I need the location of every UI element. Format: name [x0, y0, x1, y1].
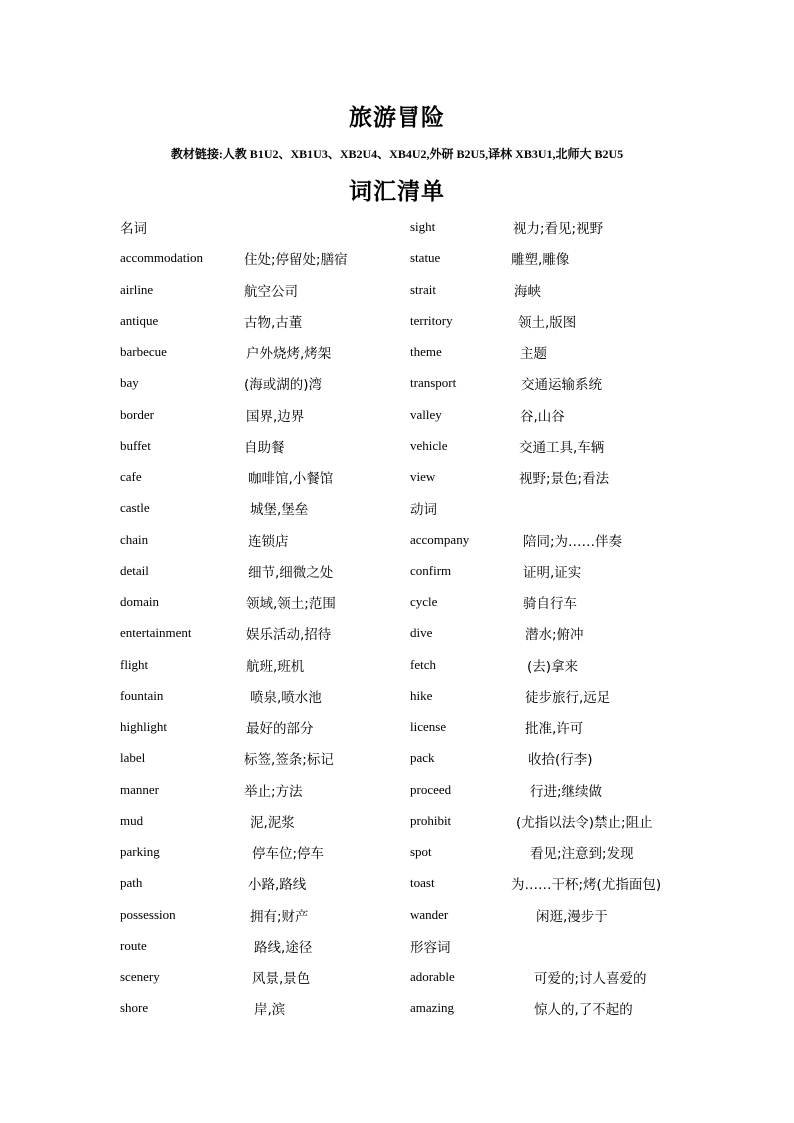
vocab-word: possession [120, 906, 176, 922]
vocab-row [120, 308, 410, 339]
vocab-meaning: 主题 [520, 346, 547, 362]
category-row [410, 933, 700, 964]
vocab-row [120, 245, 410, 276]
vocab-meaning: 停车位;停车 [252, 846, 325, 862]
vocab-meaning: 交通运输系统 [521, 377, 602, 394]
category-label: 名词 [120, 221, 147, 237]
vocab-word: cycle [410, 594, 438, 609]
vocab-row [410, 527, 700, 558]
vocab-row [120, 714, 410, 745]
vocab-word: sight [410, 219, 436, 234]
vocab-row [410, 402, 700, 433]
vocab-meaning: 泥,泥浆 [250, 814, 295, 831]
vocab-word: strait [410, 281, 436, 297]
vocab-row [410, 370, 700, 401]
vocab-word: prohibit [410, 812, 452, 828]
vocab-meaning: 路线,途径 [254, 939, 313, 956]
vocab-row [410, 808, 700, 839]
vocab-meaning: 收拾(行李) [528, 752, 593, 769]
vocab-word: border [120, 406, 154, 422]
vocab-meaning: 标签,签条;标记 [244, 752, 334, 769]
vocab-word: antique [120, 312, 159, 328]
category-row [120, 214, 410, 245]
vocab-meaning: 领土,版图 [518, 314, 577, 331]
vocab-word: dive [410, 625, 433, 641]
vocab-row [410, 433, 700, 464]
vocab-word: license [410, 719, 447, 734]
page-title: 旅游冒险 [349, 105, 445, 131]
vocab-word: buffet [120, 437, 151, 453]
vocab-row [410, 339, 700, 370]
vocab-row [120, 745, 410, 776]
vocab-meaning: 视野;景色;看法 [519, 471, 610, 487]
vocab-word: theme [410, 344, 442, 359]
vocab-meaning: 交通工具,车辆 [519, 439, 605, 456]
vocabulary-column-right [410, 214, 700, 1027]
vocab-row [120, 902, 410, 933]
vocab-word: path [120, 875, 143, 891]
vocab-row [120, 495, 410, 526]
vocab-meaning: 户外烧烤,烤架 [246, 346, 332, 362]
vocab-row [410, 714, 700, 745]
vocab-meaning: (去)拿来 [527, 658, 579, 675]
vocab-word: scenery [120, 969, 160, 984]
vocab-row [410, 620, 700, 651]
vocab-meaning: 航空公司 [244, 283, 298, 300]
vocab-row [410, 277, 700, 308]
vocab-word: fountain [120, 687, 164, 703]
vocab-row [410, 308, 700, 339]
vocab-row [410, 464, 700, 495]
vocab-word: manner [120, 781, 159, 797]
vocab-meaning: 咖啡馆,小餐馆 [248, 471, 334, 487]
vocab-row [410, 652, 700, 683]
vocab-word: airline [120, 281, 154, 297]
vocab-word: confirm [410, 562, 452, 578]
vocab-word: amazing [410, 1000, 455, 1016]
vocab-word: transport [410, 375, 457, 391]
vocab-row [120, 620, 410, 651]
vocab-meaning: 最好的部分 [246, 721, 314, 737]
vocab-meaning: 骑自行车 [523, 596, 577, 612]
vocab-meaning: 看见;注意到;发现 [530, 846, 634, 862]
vocab-meaning: 闲逛,漫步于 [536, 908, 608, 925]
vocab-meaning: 拥有;财产 [250, 908, 309, 925]
vocab-meaning: 潜水;俯冲 [525, 627, 584, 644]
vocab-row [120, 527, 410, 558]
vocab-row [410, 589, 700, 620]
vocab-word: wander [410, 906, 449, 922]
vocab-row [120, 777, 410, 808]
vocab-row [120, 339, 410, 370]
vocab-word: vehicle [410, 437, 448, 453]
vocab-word: adorable [410, 969, 455, 984]
vocab-row [120, 652, 410, 683]
vocab-word: flight [120, 656, 149, 672]
textbook-links: 教材链接:人教 B1U2、XB1U3、XB2U4、XB4U2,外研 B2U5,译林 XB3U1,北师大 B2U5 [170, 147, 624, 161]
vocab-meaning: 批准,许可 [525, 721, 584, 737]
vocab-row [410, 245, 700, 276]
vocab-meaning: 自助餐 [244, 439, 285, 456]
vocab-word: view [410, 469, 436, 484]
vocab-meaning: (尤指以法令)禁止;阻止 [516, 814, 653, 831]
vocab-word: accommodation [120, 250, 204, 266]
vocab-word: spot [410, 844, 432, 859]
vocab-word: proceed [410, 781, 452, 797]
vocab-row [410, 839, 700, 870]
vocab-row [120, 839, 410, 870]
vocab-word: cafe [120, 469, 142, 484]
vocab-word: accompany [410, 531, 470, 547]
vocab-word: valley [410, 406, 442, 422]
vocab-row [120, 995, 410, 1026]
vocab-meaning: 娱乐活动,招待 [246, 627, 332, 644]
vocab-row [410, 214, 700, 245]
vocab-row [120, 870, 410, 901]
vocab-row [410, 683, 700, 714]
vocab-word: domain [120, 594, 159, 609]
vocab-meaning: (海或湖的)湾 [244, 377, 323, 394]
vocab-word: hike [410, 687, 433, 703]
vocab-row [120, 433, 410, 464]
vocab-word: mud [120, 812, 144, 828]
vocab-word: parking [120, 844, 160, 859]
vocab-row [410, 902, 700, 933]
vocab-meaning: 证明,证实 [523, 564, 582, 581]
vocabulary-column-left [120, 214, 410, 1027]
vocab-meaning: 举止;方法 [244, 783, 303, 800]
vocab-row [120, 558, 410, 589]
vocab-row [120, 589, 410, 620]
vocab-row [410, 777, 700, 808]
vocab-row [410, 995, 700, 1026]
vocab-meaning: 徒步旅行,远足 [525, 689, 611, 706]
vocab-meaning: 惊人的,了不起的 [534, 1002, 633, 1019]
vocab-row [410, 870, 700, 901]
category-label: 动词 [410, 502, 437, 519]
vocab-meaning: 古物,古董 [244, 314, 303, 331]
vocab-word: pack [410, 750, 435, 766]
vocab-word: territory [410, 312, 453, 328]
vocab-row [410, 558, 700, 589]
vocab-row [120, 464, 410, 495]
vocab-word: statue [410, 250, 441, 266]
vocab-meaning: 谷,山谷 [520, 408, 565, 425]
vocab-word: bay [120, 375, 139, 391]
vocab-row [120, 964, 410, 995]
vocab-meaning: 行进;继续做 [530, 783, 603, 800]
vocab-meaning: 细节,细微之处 [248, 564, 334, 581]
vocab-word: entertainment [120, 625, 192, 641]
vocab-row [120, 277, 410, 308]
vocab-word: label [120, 750, 146, 766]
vocab-word: fetch [410, 656, 436, 672]
vocab-row [120, 402, 410, 433]
vocab-word: castle [120, 500, 150, 516]
vocab-row [120, 683, 410, 714]
vocab-meaning: 城堡,堡垒 [250, 502, 309, 519]
vocab-row [410, 964, 700, 995]
vocab-row [120, 933, 410, 964]
vocab-meaning: 可爱的;讨人喜爱的 [534, 971, 647, 987]
vocab-row [410, 745, 700, 776]
vocab-meaning: 岸,滨 [254, 1002, 286, 1019]
vocab-meaning: 领域,领土;范围 [246, 596, 336, 612]
vocab-word: highlight [120, 719, 167, 734]
vocab-meaning: 风景,景色 [252, 971, 311, 987]
vocab-meaning: 连锁店 [248, 533, 289, 550]
vocab-word: shore [120, 1000, 149, 1016]
vocab-row [120, 370, 410, 401]
vocab-word: detail [120, 562, 149, 578]
vocab-word: route [120, 937, 147, 953]
vocab-meaning: 陪同;为……伴奏 [523, 533, 623, 550]
vocab-meaning: 海峡 [514, 283, 541, 300]
vocab-meaning: 国界,边界 [246, 408, 305, 425]
category-row [410, 495, 700, 526]
vocab-meaning: 住处;停留处;膳宿 [244, 252, 348, 269]
vocab-meaning: 航班,班机 [246, 658, 305, 675]
vocab-meaning: 为……干杯;烤(尤指面包) [511, 877, 662, 894]
vocab-meaning: 视力;看见;视野 [513, 221, 604, 237]
category-label: 形容词 [410, 939, 451, 956]
vocab-meaning: 喷泉,喷水池 [250, 689, 322, 706]
vocab-row [120, 808, 410, 839]
vocab-word: toast [410, 875, 435, 891]
vocab-meaning: 雕塑,雕像 [511, 252, 570, 269]
vocab-word: chain [120, 531, 149, 547]
section-heading: 词汇清单 [349, 179, 445, 205]
vocab-word: barbecue [120, 344, 167, 359]
vocab-meaning: 小路,路线 [248, 877, 307, 894]
